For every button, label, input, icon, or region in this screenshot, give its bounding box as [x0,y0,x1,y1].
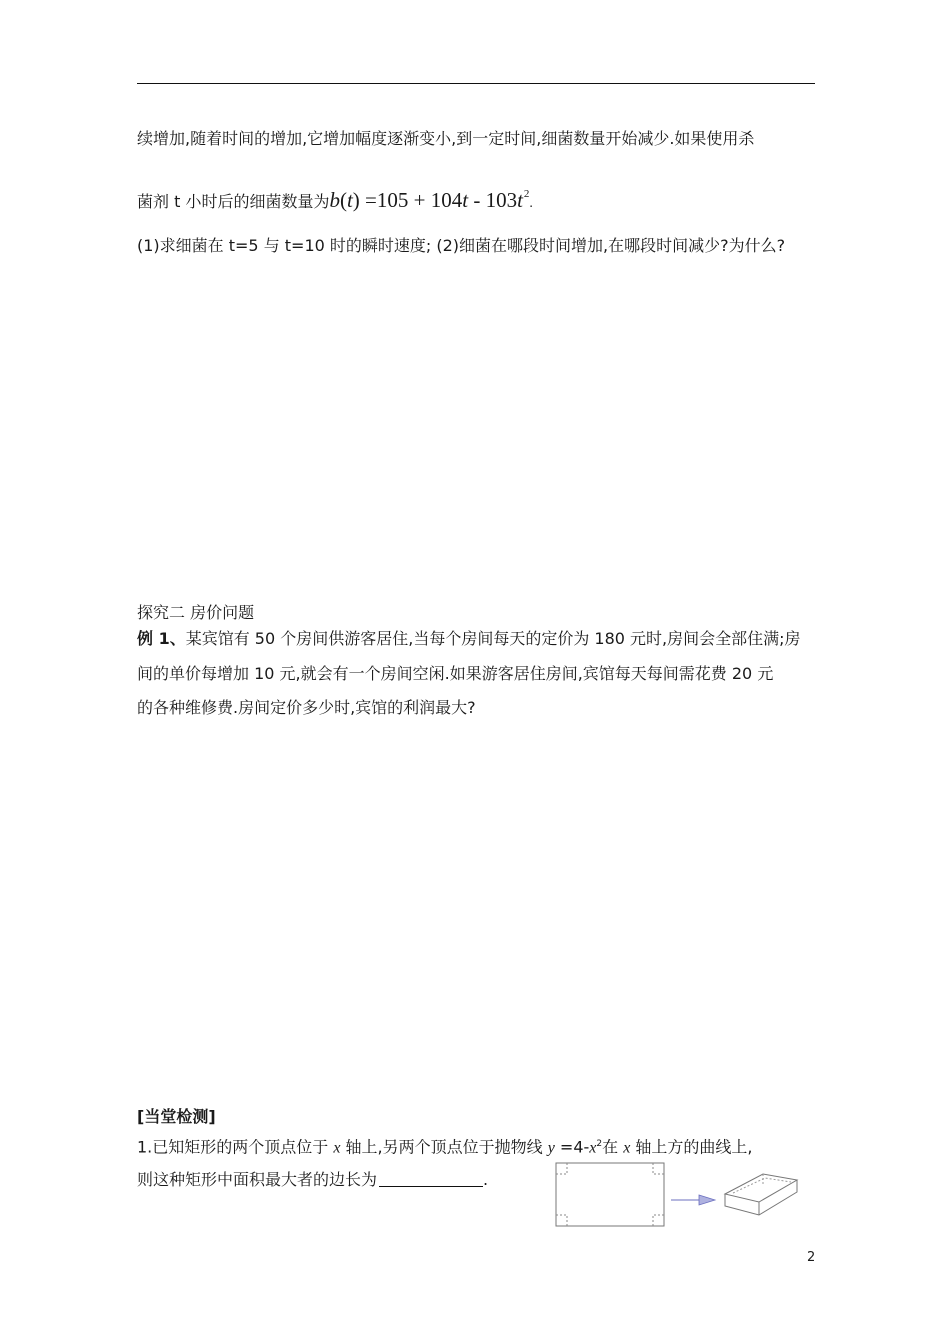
answer-blank [379,1170,483,1187]
paragraph-line: 续增加,随着时间的增加,它增加幅度逐渐变小,到一定时间,细菌数量开始减少.如果使用杀 [137,129,755,148]
bacteria-formula: $b(t) =105 + 104t - 103t^2$. [329,188,533,212]
example-line: 间的单价每增加 10 元,就会有一个房间空闲.如果游客居住房间,宾馆每天每间需花费 20 元 [137,664,774,683]
paragraph-text: 菌剂 t 小时后的细菌数量为 [137,192,330,211]
header-rule [137,83,815,84]
check-heading: [当堂检测] [137,1107,216,1126]
corner-cut-marks [556,1163,664,1226]
example-label: 例 1、 [137,629,186,648]
question-text: (1)求细菌在 t=5 与 t=10 时的瞬时速度; (2)细菌在哪段时间增加,在哪段时间减少?为什么? [137,236,786,255]
question-line: 则这种矩形中面积最大者的边长为 . [137,1170,489,1189]
example-line: 的各种维修费.房间定价多少时,宾馆的利润最大? [137,698,476,717]
example-line [137,629,801,649]
page-number: 2 [807,1250,816,1265]
question-line: 1.已知矩形的两个顶点位于 x 轴上,另两个顶点位于抛物线 $y =4-x^2$在 x 轴上方的曲线上, [137,1137,753,1157]
section-title: 探究二 房价问题 [137,603,255,622]
open-box [725,1174,797,1215]
box-folding-figure [553,1160,803,1230]
sheet-rectangle [556,1163,664,1226]
example-text: 某宾馆有 50 个房间供游客居住,当每个房间每天的定价为 180 元时,房间会全部住满;房 [185,629,801,648]
paragraph-line-with-formula [137,184,533,214]
arrow-icon [671,1195,715,1205]
